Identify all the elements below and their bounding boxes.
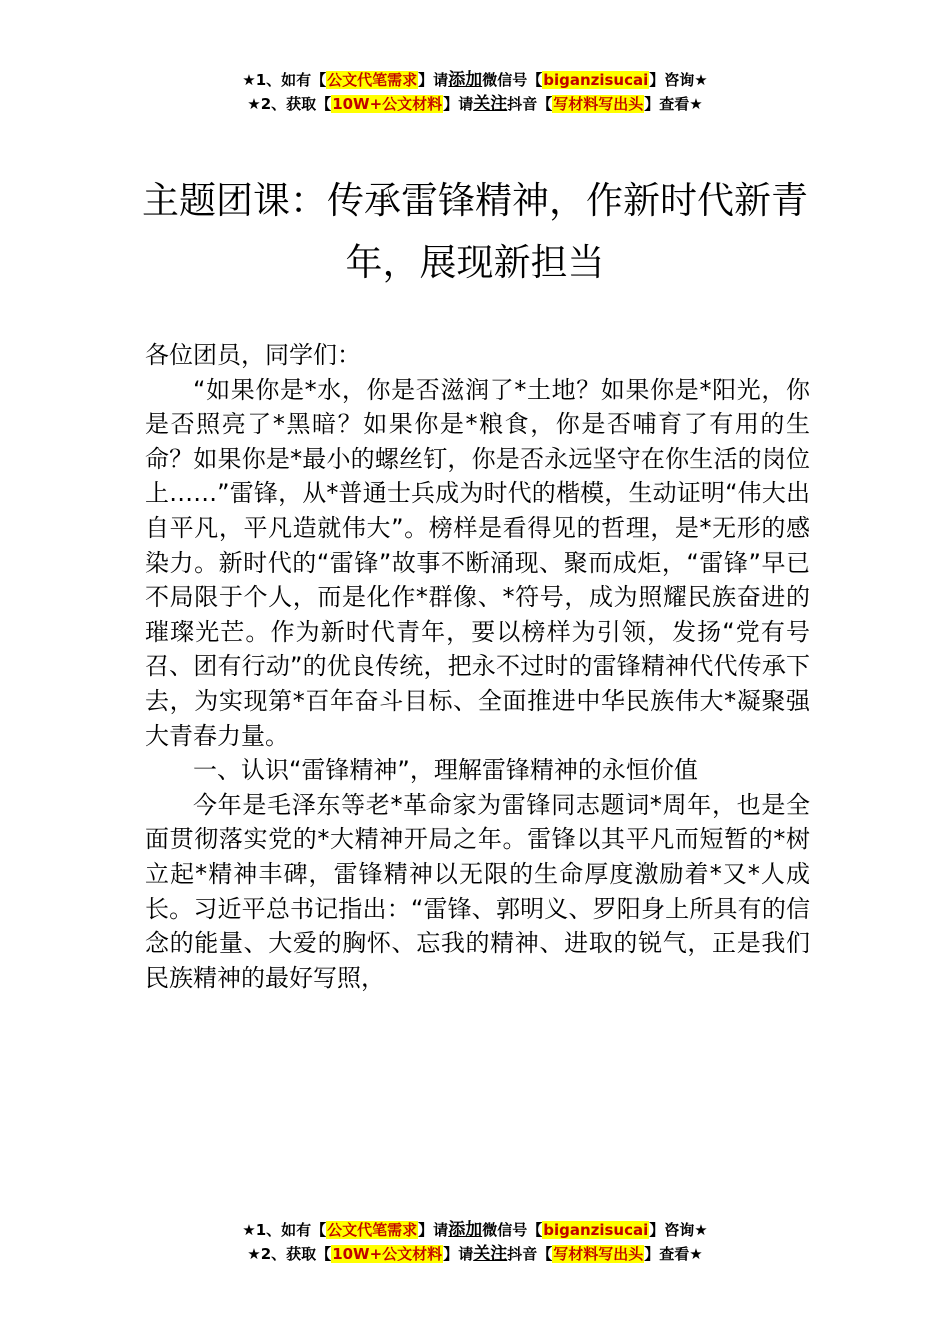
banner-text: 抖音【 [507,1245,553,1263]
banner-text: 抖音【 [507,95,553,113]
paragraph: 今年是毛泽东等老*革命家为雷锋同志题词*周年，也是全面贯彻落实党的*大精神开局之年。雷锋以其平凡而短暂的*树立起*精神丰碑，雷锋精神以无限的生命厚度激励着*又*人成长。习近平总书记指出：“雷锋、郭明义、罗阳身上所具有的信念的能量、大爱的胸怀、忘我的精神、进取的锐气，正是我们民族精神的最好写照， [145,790,810,992]
banner-line-1 [0,1218,950,1242]
banner-text: 】咨询★ [649,1221,708,1239]
banner-line-1 [0,68,950,92]
banner-text: 2、获取【 [260,95,332,113]
banner-line-2 [0,1242,950,1266]
banner-text: 1、如有【 [255,71,327,89]
banner-text: 2、获取【 [260,1245,332,1263]
paragraph: “如果你是*水，你是否滋润了*土地？如果你是*阳光，你是否照亮了*黑暗？如果你是*粮食，你是否哺育了有用的生命？如果你是*最小的螺丝钉，你是否永远坚守在你生活的岗位上……”雷锋，从*普通士兵成为时代的楷模，生动证明“伟大出自平凡，平凡造就伟大”。榜样是看得见的哲理，是*无形的感染力。新时代的“雷锋”故事不断涌现、聚而成炬，“雷锋”早已不局限于个人，而是化作*群像、*符号，成为照耀民族奋进的璀璨光芒。作为新时代青年，要以榜样为引领，发扬“党有号召、团有行动”的优良传统，把永不过时的雷锋精神代代传承下去，为实现第*百年奋斗目标、全面推进中华民族伟大*凝聚强大青春力量。 [145,375,810,750]
star-icon: ★ [247,95,261,113]
highlight-wechat-id: biganzisucai [543,71,649,89]
banner-text: 微信号【 [482,71,543,89]
banner-follow-text: 关注 [473,94,508,114]
document-body [145,338,810,995]
highlight-douyin: 写材料写出头 [553,95,644,113]
highlight-wechat-id: biganzisucai [543,1221,649,1239]
banner-follow-text: 关注 [473,1244,508,1264]
banner-text: 】请 [418,1221,449,1239]
banner-text: 1、如有【 [255,1221,327,1239]
star-icon: ★ [242,1221,256,1239]
star-icon: ★ [247,1245,261,1263]
banner-text: 】请 [443,1245,474,1263]
banner-line-2 [0,92,950,116]
section-heading: 一、认识“雷锋精神”，理解雷锋精神的永恒价值 [193,756,698,785]
banner-text: 】请 [418,71,449,89]
document-title: 主题团课：传承雷锋精神，作新时代新青年，展现新担当 [142,179,808,284]
banner-text: 微信号【 [482,1221,543,1239]
star-icon: ★ [242,71,256,89]
footer-banner [0,1218,950,1266]
salutation: 各位团员，同学们： [145,341,361,369]
banner-text: 】查看★ [644,95,703,113]
header-banner [0,68,950,116]
banner-text: 】查看★ [644,1245,703,1263]
highlight-douyin: 写材料写出头 [553,1245,644,1263]
banner-text: 】咨询★ [649,71,708,89]
highlight-materials: 10W+公文材料 [332,1245,443,1263]
banner-add-text: 添加 [448,1220,483,1240]
banner-text: 】请 [443,95,474,113]
banner-add-text: 添加 [448,70,483,90]
highlight-demand: 公文代笔需求 [327,71,418,89]
highlight-demand: 公文代笔需求 [327,1221,418,1239]
highlight-materials: 10W+公文材料 [332,95,443,113]
